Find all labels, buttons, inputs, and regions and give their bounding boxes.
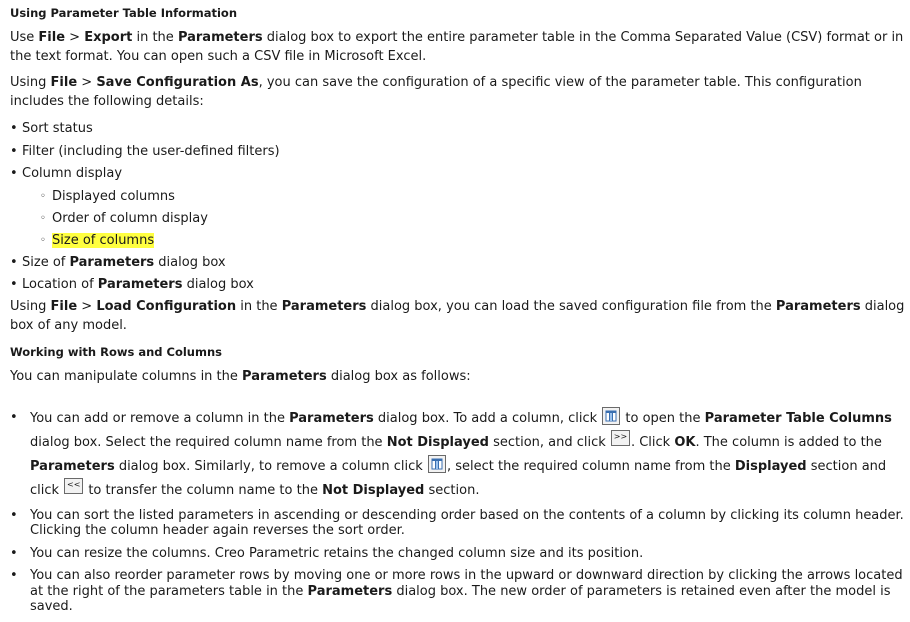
- menu-load-configuration: Load Configuration: [96, 298, 237, 314]
- move-left-icon[interactable]: <<: [64, 478, 83, 494]
- column-display-sublist: [22, 186, 906, 252]
- rows-columns-list: [10, 407, 906, 615]
- list-item: • You can also reorder parameter rows by moving one or more rows in the upward or downward direction by clicking the arrows located at the right of the parameters table in the Parameters dialog box. The new order of parameters is retained even after the model is saved.: [10, 568, 906, 615]
- menu-export: Export: [84, 30, 133, 45]
- load-config-paragraph: Using File > Load Configuration in the Parameters dialog box, you can load the saved configuration file from the Parameters dialog box of any model.: [10, 298, 905, 333]
- highlighted-text: Size of columns: [52, 232, 155, 248]
- configuration-details-list: [10, 118, 906, 297]
- table-columns-icon[interactable]: [602, 407, 620, 425]
- help-document: [10, 6, 906, 622]
- section-heading-parameter-table: Using Parameter Table Information: [10, 6, 238, 20]
- list-item: [22, 230, 906, 252]
- menu-file: File: [50, 75, 78, 90]
- list-item: • Location of Parameters dialog box: [10, 274, 906, 297]
- menu-file: File: [38, 30, 66, 45]
- list-item: • Sort status: [10, 118, 906, 141]
- table-columns-icon[interactable]: [428, 455, 446, 473]
- menu-save-configuration-as: Save Configuration As: [96, 75, 259, 90]
- list-item: ◦ Displayed columns: [22, 186, 906, 208]
- section-heading-rows-columns: Working with Rows and Columns: [10, 344, 223, 359]
- list-item: • You can resize the columns. Creo Parametric retains the changed column size and its position.: [10, 546, 906, 562]
- manipulate-intro: You can manipulate columns in the Parameters dialog box as follows:: [10, 368, 471, 384]
- list-item: ◦ Order of column display: [22, 208, 906, 230]
- list-item: • Size of Parameters dialog box: [10, 252, 906, 275]
- list-item: • You can add or remove a column in the Parameters dialog box. To add a column, click to open the Parameter Table Columns dialog box. Select the required column name from the Not Displayed section, and click >> . Click OK. The column is added to the Parameters dialog box. Similarly, to remove a column click , select the required column name from the Displayed section and click << to transfer the column name to the Not Displayed section.: [10, 407, 906, 503]
- dialog-parameters: Parameters: [177, 30, 263, 45]
- list-item: • Column display ◦ Displayed columns ◦ Order of column display ◦ Size of columns: [10, 163, 906, 252]
- export-paragraph: Use File > Export in the Parameters dialog box to export the entire parameter table in the Comma Separated Value (CSV) format or in the text format. You can open such a CSV file in Microsoft Excel.: [10, 30, 904, 64]
- move-right-icon[interactable]: >>: [611, 430, 630, 446]
- save-config-paragraph: Using File > Save Configuration As, you can save the configuration of a specific view of the parameter table. This configuration includes the following details:: [10, 75, 862, 109]
- list-item: • You can sort the listed parameters in ascending or descending order based on the contents of a column by clicking its column header. Clicking the column header again reverses the sort order.: [10, 508, 906, 539]
- list-item: • Filter (including the user-defined filters): [10, 141, 906, 164]
